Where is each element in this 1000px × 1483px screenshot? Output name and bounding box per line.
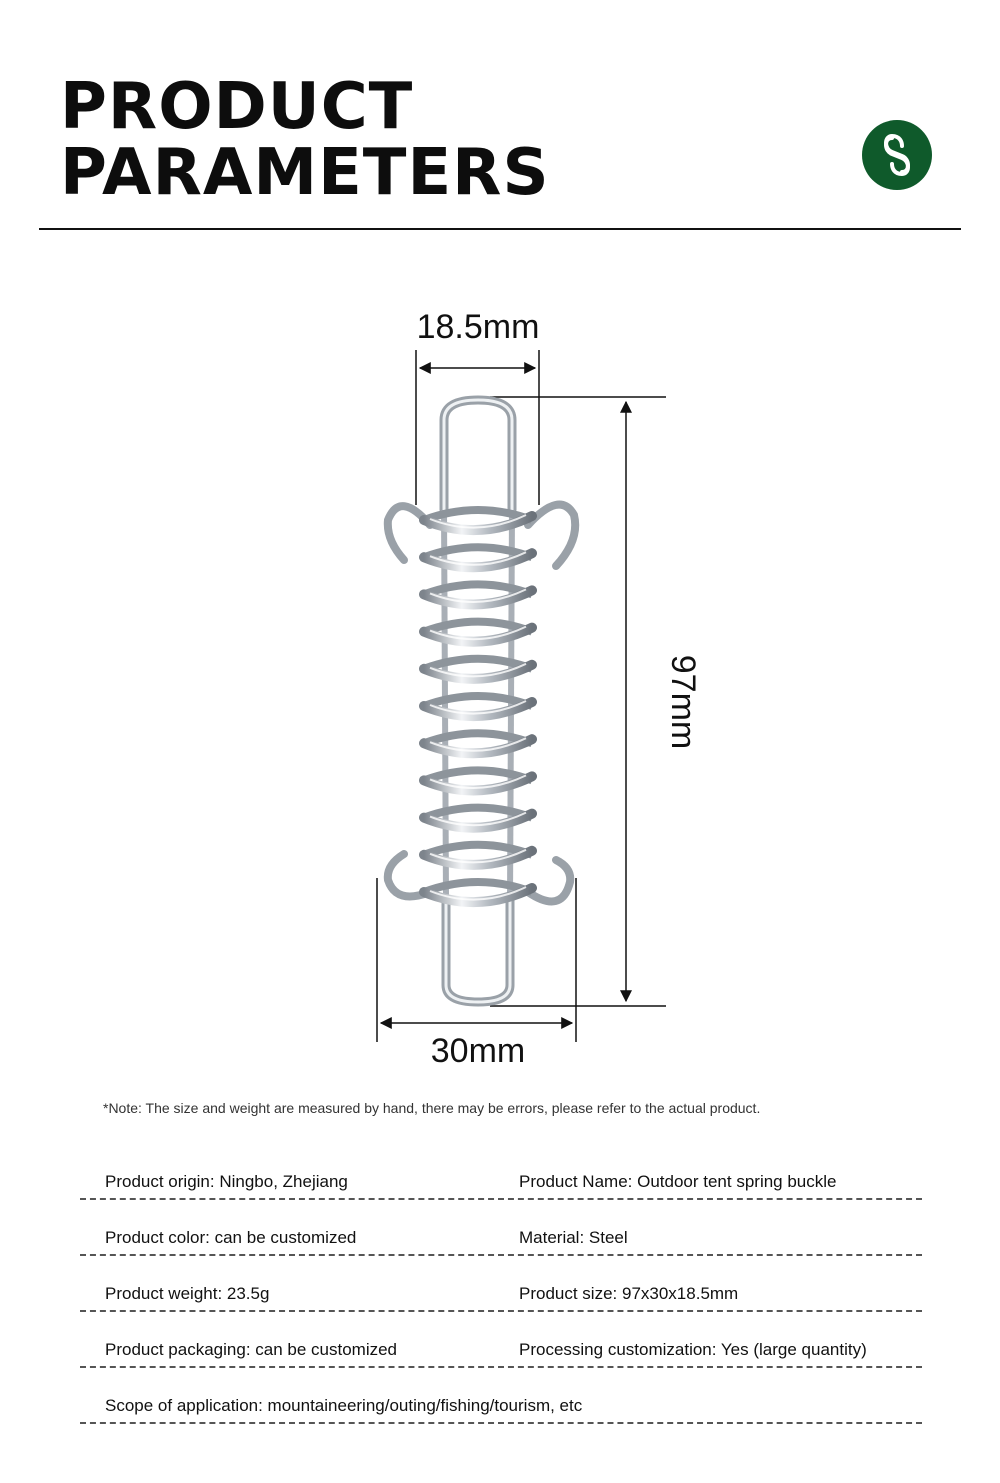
- table-row: [80, 1328, 922, 1384]
- param-material: Material: Steel: [519, 1228, 628, 1247]
- measurement-note: *Note: The size and weight are measured by hand, there may be errors, please refer to the actual product.: [103, 1100, 761, 1116]
- param-color: Product color: can be customized: [105, 1228, 357, 1247]
- height-label: 97mm: [664, 654, 702, 750]
- param-application: Scope of application: mountaineering/outing/fishing/tourism, etc: [105, 1396, 583, 1415]
- param-product-name: Product Name: Outdoor tent spring buckle: [519, 1172, 837, 1191]
- table-row: [80, 1216, 922, 1272]
- param-packaging: Product packaging: can be customized: [105, 1340, 398, 1359]
- param-size: Product size: 97x30x18.5mm: [519, 1284, 739, 1303]
- table-row: [80, 1160, 922, 1216]
- title-line-2: PARAMETERS: [60, 136, 550, 210]
- param-customization: Processing customization: Yes (large quantity): [519, 1340, 867, 1359]
- param-origin: Product origin: Ningbo, Zhejiang: [105, 1172, 348, 1191]
- width-dimension: [416, 308, 539, 505]
- param-weight: Product weight: 23.5g: [105, 1284, 270, 1303]
- bottom-width-label: 30mm: [430, 1032, 526, 1070]
- width-label: 18.5mm: [416, 308, 540, 346]
- brand-logo-icon: [862, 120, 932, 190]
- header-divider: [39, 228, 961, 230]
- page-title: [60, 70, 550, 210]
- parameter-table: [80, 1160, 922, 1440]
- product-dimension-diagram: [0, 290, 1000, 1080]
- table-row: [80, 1272, 922, 1328]
- table-row: [80, 1384, 922, 1440]
- title-line-1: PRODUCT: [60, 70, 414, 144]
